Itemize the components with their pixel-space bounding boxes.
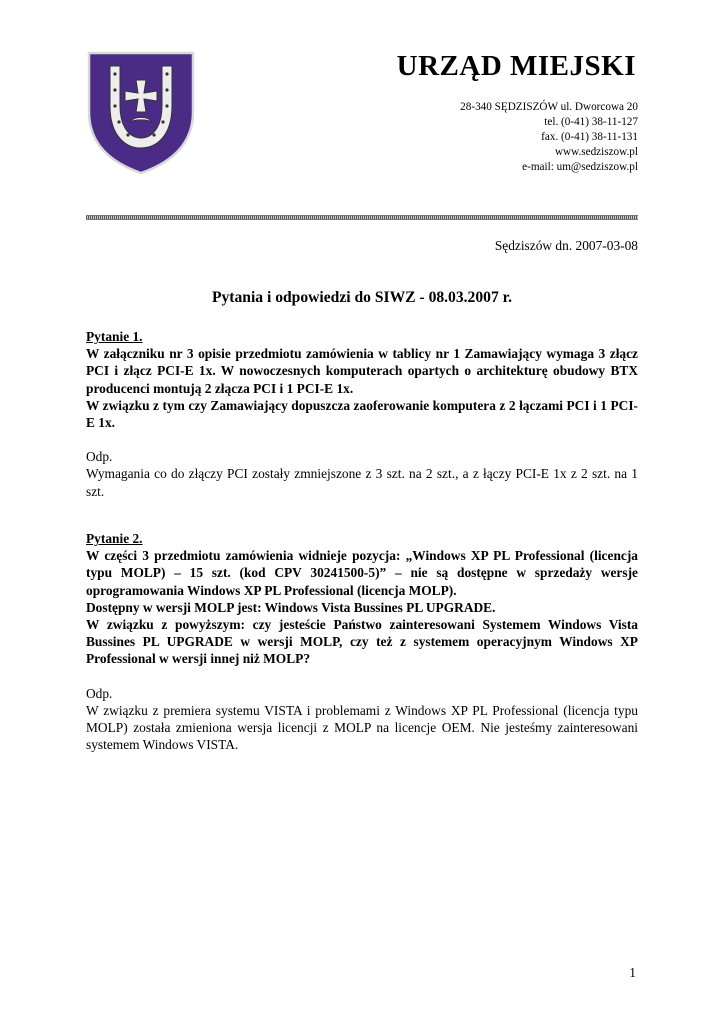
- office-name-title: URZĄD MIEJSKI: [396, 50, 636, 82]
- question-text: W załączniku nr 3 opisie przedmiotu zamówienia w tablicy nr 1 Zamawiający wymaga 3 złącz PCI i złącz PCI-E 1x. W nowoczesnych komputerach opartych o architekturę obudowy BTX producenci montują 2 złącza PCI i 1 PCI-E 1x.: [86, 346, 638, 396]
- contact-block: [460, 100, 638, 175]
- question-block-2: [86, 530, 638, 753]
- question-text: W związku z powyższym: czy jesteście Państwo zainteresowani Systemem Windows Vista Bussines PL UPGRADE w wersji MOLP, czy też z systemem operacyjnym Windows XP Professional w wersji innej niż MOLP?: [86, 617, 638, 667]
- page-number: 1: [629, 965, 636, 980]
- phone-line: tel. (0-41) 38-11-127: [544, 116, 638, 128]
- address-line: 28-340 SĘDZISZÓW ul. Dworcowa 20: [460, 101, 638, 113]
- answer-label: Odp.: [86, 685, 113, 701]
- header-divider: [86, 215, 638, 220]
- question-label: Pytanie 2.: [86, 531, 143, 546]
- website-line: www.sedziszow.pl: [554, 146, 638, 158]
- question-text: W związku z tym czy Zamawiający dopuszcza zaoferowanie komputera z 2 łączami PCI i 1 PCI-E 1x.: [86, 397, 638, 431]
- email-line: e-mail: um@sedziszow.pl: [522, 161, 638, 173]
- question-block-1: [86, 328, 638, 500]
- crest-shield: [89, 53, 193, 173]
- date-line: Sędziszów dn. 2007-03-08: [494, 238, 638, 253]
- question-label: Pytanie 1.: [86, 329, 143, 344]
- answer-label: Odp.: [86, 449, 113, 465]
- question-text: W części 3 przedmiotu zamówienia widnieje pozycja: „Windows XP PL Professional (licencja typu MOLP) – 15 szt. (kod CPV 30241500-5)” – nie są dostępne w sprzedaży wersje oprogramowania Windows XP PL Professional (licencja MOLP).: [86, 548, 638, 598]
- question-text: Dostępny w wersji MOLP jest: Windows Vista Bussines PL UPGRADE.: [86, 599, 496, 615]
- document-title: Pytania i odpowiedzi do SIWZ - 08.03.2007 r.: [211, 289, 513, 306]
- answer-text: Wymagania co do złączy PCI zostały zmniejszone z 3 szt. na 2 szt., a z łączy PCI-E 1x z 2 szt. na 1 szt.: [86, 466, 638, 499]
- answer-text: W związku z premiera systemu VISTA i problemami z Windows XP PL Professional (licencja typu MOLP) została zmieniona wersja licencji z MOLP na licencje OEM. Nie jesteśmy zainteresowani systemem Windows VISTA.: [86, 702, 638, 753]
- fax-line: fax. (0-41) 38-11-131: [541, 131, 638, 143]
- coat-of-arms-logo: [86, 50, 196, 176]
